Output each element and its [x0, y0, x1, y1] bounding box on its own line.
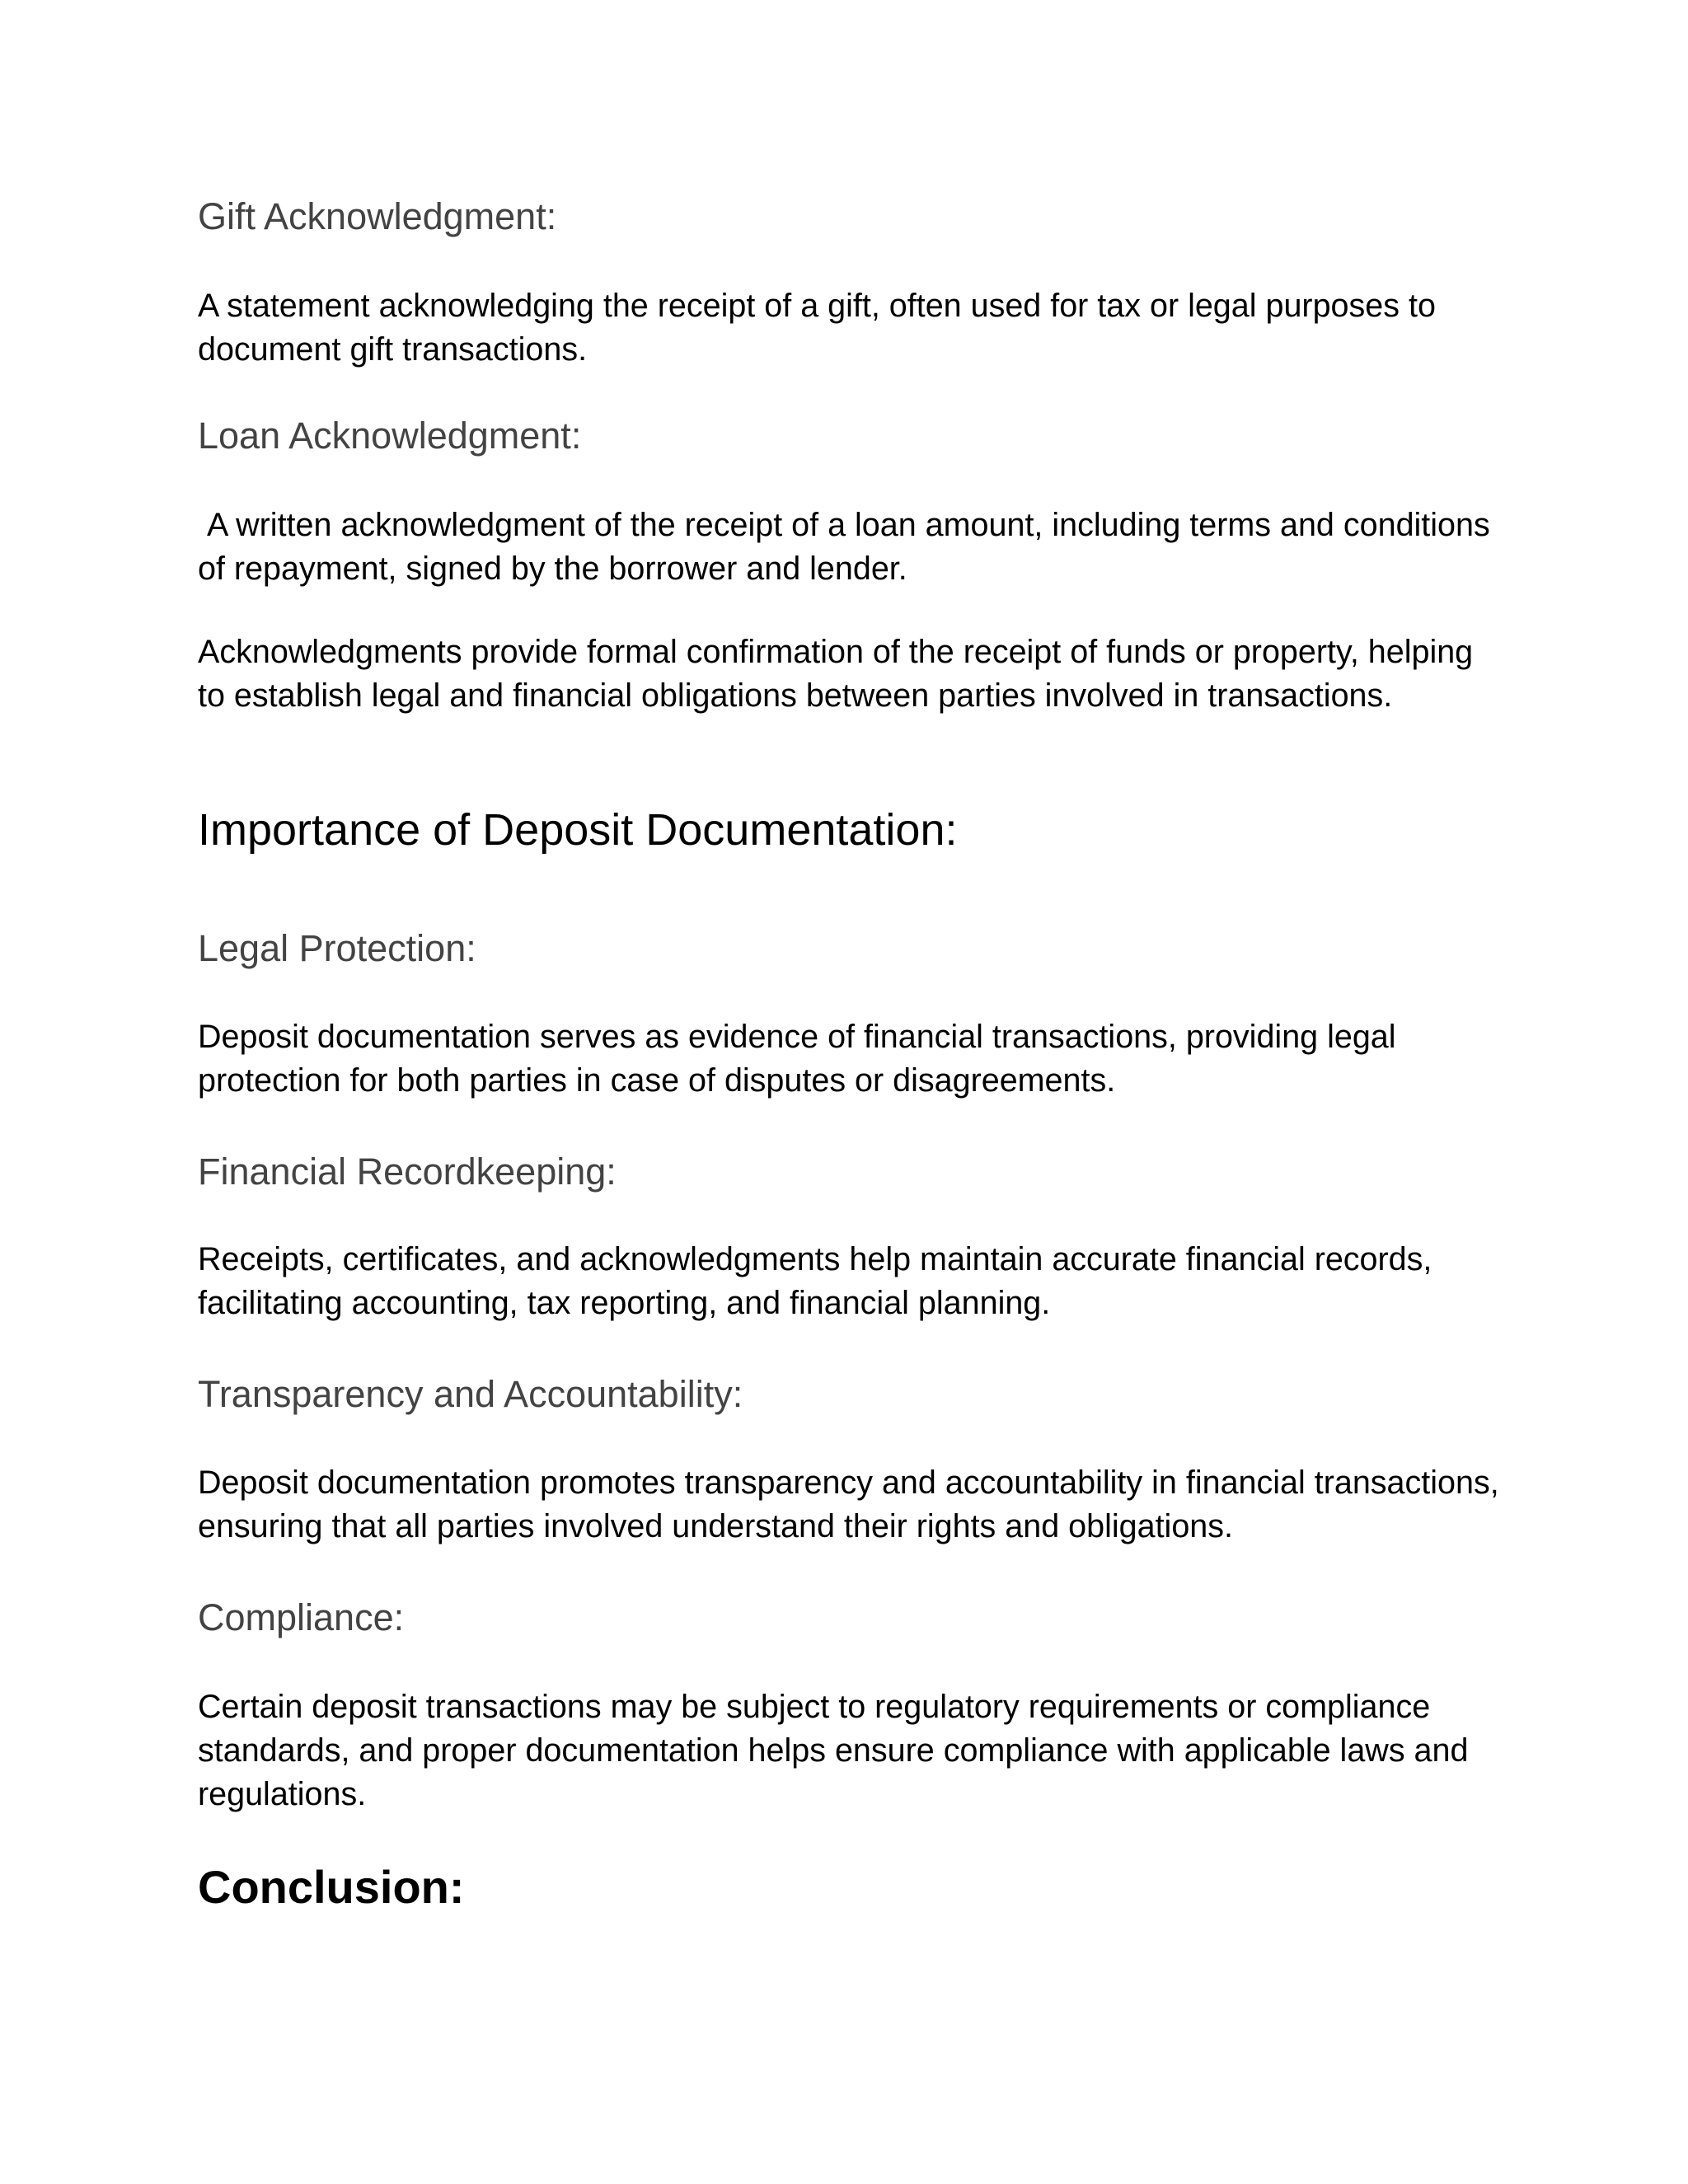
legal-protection-heading: Legal Protection: [198, 927, 476, 969]
compliance-paragraph: Certain deposit transactions may be subject to regulatory requirements or compliance standards, and proper documentation helps ensure compliance with applicable laws and regulations. [198, 1689, 1478, 1812]
gift-acknowledgment-heading: Gift Acknowledgment: [198, 195, 557, 237]
financial-recordkeeping-heading: Financial Recordkeeping: [198, 1151, 617, 1193]
acknowledgments-summary-paragraph: Acknowledgments provide formal confirmation of the receipt of funds or property, helping to establish legal and financial obligations between parties involved in transactions. [198, 634, 1483, 714]
legal-protection-paragraph: Deposit documentation serves as evidence of financial transactions, providing legal protection for both parties in case of disputes or disagreements. [198, 1019, 1405, 1099]
gift-acknowledgment-paragraph: A statement acknowledging the receipt of a gift, often used for tax or legal purposes to document gift transactions. [198, 288, 1445, 368]
transparency-accountability-paragraph: Deposit documentation promotes transparency and accountability in financial transactions, ensuring that all parties involved understand their rights and obligations. [198, 1465, 1508, 1544]
importance-of-deposit-documentation-heading: Importance of Deposit Documentation: [198, 805, 958, 855]
transparency-accountability-heading: Transparency and Accountability: [198, 1373, 743, 1415]
conclusion-heading: Conclusion: [198, 1861, 465, 1913]
compliance-heading: Compliance: [198, 1596, 405, 1638]
loan-acknowledgment-paragraph: A written acknowledgment of the receipt of a loan amount, including terms and conditions of repayment, signed by the borrower and lender. [198, 507, 1499, 587]
financial-recordkeeping-paragraph: Receipts, certificates, and acknowledgments help maintain accurate financial records, facilitating accounting, tax reporting, and financial planning. [198, 1241, 1442, 1321]
loan-acknowledgment-heading: Loan Acknowledgment: [198, 415, 582, 457]
